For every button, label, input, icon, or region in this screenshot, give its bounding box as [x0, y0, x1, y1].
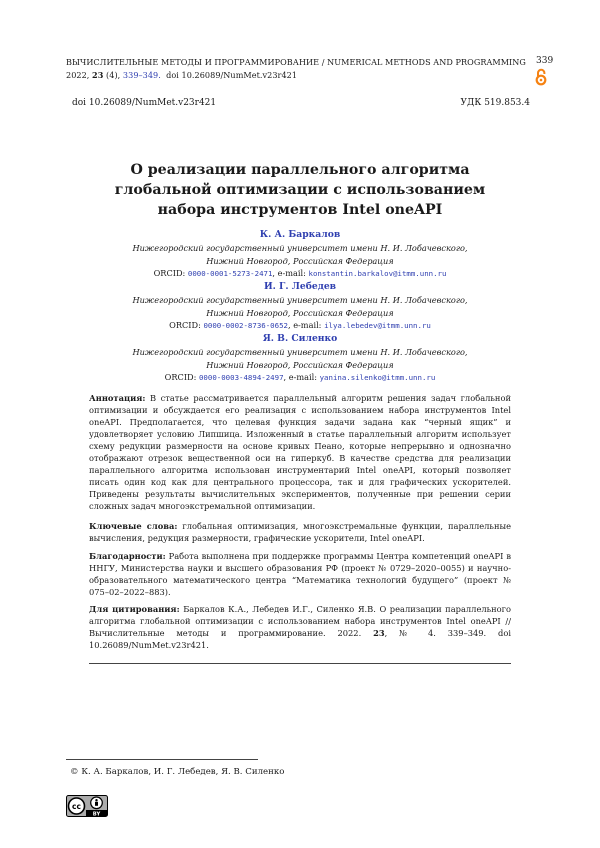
acknowledgements-label: Благодарности:: [89, 551, 166, 561]
abstract-label: Аннотация:: [89, 393, 146, 403]
author-block: [60, 228, 540, 281]
email-link[interactable]: ilya.lebedev@itmm.unn.ru: [324, 321, 431, 331]
abstract: [89, 392, 511, 512]
title-line: глобальной оптимизации с использованием: [114, 182, 486, 198]
acknowledgements: [89, 550, 511, 598]
author-affiliation: Нижегородский государственный университет имени Н. И. Лобачевского,: [132, 295, 468, 305]
copyright-notice: © К. А. Баркалов, И. Г. Лебедев, Я. В. Силенко: [70, 767, 285, 777]
orcid-link[interactable]: 0000-0002-8736-0652: [203, 321, 288, 331]
orcid-label: ORCID:: [164, 372, 197, 383]
orcid-label: ORCID:: [169, 320, 201, 331]
running-head: [66, 56, 536, 82]
author-block: [60, 332, 540, 385]
orcid-link[interactable]: 0000-0001-5273-2471: [187, 269, 273, 279]
article-doi: doi 10.26089/NumMet.v23r421: [72, 98, 217, 108]
orcid-link[interactable]: 0000-0003-4894-2497: [198, 373, 284, 383]
citation-label: Для цитирования:: [89, 604, 180, 614]
email-link[interactable]: konstantin.barkalov@itmm.unn.ru: [308, 269, 447, 279]
page-number: 339: [536, 56, 554, 66]
header-doi: doi 10.26089/NumMet.v23r421: [166, 70, 298, 80]
section-divider: [89, 663, 511, 664]
issue-year: 2022,: [66, 70, 90, 80]
keywords-text: глобальная оптимизация, многоэкстремальные функции, параллельные вычисления, редукция размерности, графические ускорители, Intel oneAPI.: [89, 521, 511, 543]
keywords-label: Ключевые слова:: [89, 521, 178, 531]
acknowledgements-text: Работа выполнена при поддержке программы Центра компетенций oneAPI в ННГУ, Министерства науки и высшего образования РФ (проект № 0729–2020–0055) и научно-образовательного математического центра “Математика технологий будущего” (проект № 075–02–2022–883).: [89, 551, 512, 597]
footnote-rule: [66, 759, 258, 760]
email-label: , e-mail:: [272, 268, 306, 279]
author-affiliation: Нижегородский государственный университет имени Н. И. Лобачевского,: [132, 243, 468, 253]
cc-by-license-icon[interactable]: [66, 795, 108, 817]
issue-pages-link[interactable]: 339–349.: [122, 70, 161, 80]
author-name: К. А. Баркалов: [259, 229, 341, 240]
email-label: , e-mail:: [283, 372, 317, 383]
author-location: Нижний Новгород, Российская Федерация: [206, 307, 394, 318]
author-contacts: [60, 267, 540, 281]
author-contacts: [60, 319, 540, 333]
issue-volume: 23: [92, 70, 104, 80]
article-title: [60, 160, 540, 220]
email-link[interactable]: yanina.silenko@itmm.unn.ru: [319, 373, 436, 383]
author-location: Нижний Новгород, Российская Федерация: [206, 255, 394, 266]
journal-name: ВЫЧИСЛИТЕЛЬНЫЕ МЕТОДЫ И ПРОГРАММИРОВАНИЕ / NUMERICAL METHODS AND PROGRAMMING: [66, 57, 526, 67]
title-line: О реализации параллельного алгоритма: [130, 162, 470, 178]
citation-volume: 23: [373, 628, 385, 638]
svg-text:cc: cc: [72, 801, 81, 811]
citation: [89, 603, 511, 651]
citation-text: Баркалов К.А., Лебедев И.Г., Силенко Я.В. О реализации параллельного алгоритма глобальной оптимизации с использованием набора инструментов Intel oneAPI // Вычислительные методы и программирование. 2022.: [89, 604, 512, 638]
license-badge-label: BY: [92, 811, 101, 817]
email-label: , e-mail:: [287, 320, 322, 331]
author-affiliation: Нижегородский государственный университет имени Н. И. Лобачевского,: [132, 347, 468, 357]
orcid-label: ORCID:: [153, 268, 186, 279]
author-location: Нижний Новгород, Российская Федерация: [206, 359, 394, 370]
author-name: И. Г. Лебедев: [263, 281, 337, 292]
abstract-text: В статье рассматривается параллельный алгоритм решения задач глобальной оптимизации и обсуждается его реализация с использованием набора инструментов Intel oneAPI. Предполагается, что целевая функция задачи задана как “черный ящик” и удовлетворяет условию Липшица. Изложенный в статье параллельный алгоритм использует схему редукции размерности на основе кривых Пеано, которые непрерывно и однозначно отображают отрезок вещественной оси на гиперкуб. В качестве средства для реализации параллельного алгоритма использован инструментарий Intel oneAPI, который позволяет писать один код как для центрального процессора, так и для графических ускорителей. Приведены результаты вычислительных экспериментов, полученные при решении серии сложных задач многоэкстремальной оптимизации.: [89, 393, 511, 511]
keywords: [89, 520, 511, 544]
author-name: Я. В. Силенко: [262, 333, 338, 344]
author-contacts: [60, 371, 540, 385]
issue-line: [66, 69, 536, 82]
title-line: набора инструментов Intel oneAPI: [157, 202, 443, 218]
author-block: [60, 280, 540, 333]
citation-tail: , № 4. 339–349. doi 10.26089/NumMet.v23r421.: [89, 628, 511, 650]
issue-number: (4),: [106, 70, 121, 80]
open-access-icon: [534, 68, 548, 86]
udk-code: УДК 519.853.4: [460, 98, 530, 108]
